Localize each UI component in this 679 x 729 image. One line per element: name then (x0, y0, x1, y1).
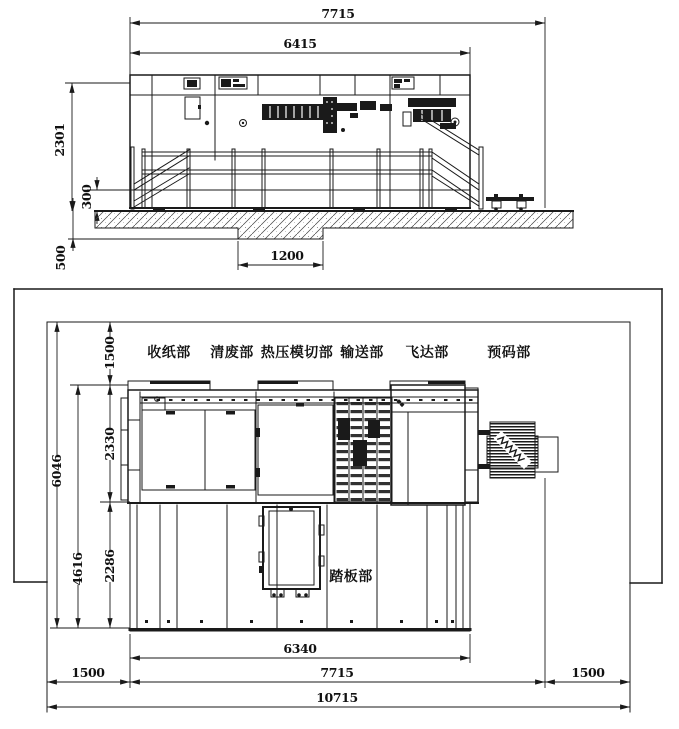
dim-label-1500-top: 1500 (102, 336, 117, 370)
dim-label-10715: 10715 (316, 690, 358, 705)
dim-label-500: 500 (53, 245, 68, 271)
dim-label-6415: 6415 (283, 36, 317, 51)
dim-label-2330: 2330 (102, 427, 117, 461)
conveyor-unit-plan (335, 398, 392, 502)
plan-dim-total-width (47, 690, 630, 707)
ground-hatch (95, 211, 573, 239)
label-pre-stacker: 预码部 (487, 345, 531, 361)
elevation-view (52, 6, 573, 270)
label-pedal: 踏板部 (329, 569, 373, 585)
plan-dim-right-clearance (545, 665, 630, 682)
dim-label-1200: 1200 (270, 248, 304, 263)
plan-dim-total-depth (49, 322, 64, 628)
label-conveyor: 输送部 (340, 345, 384, 361)
dim-label-6340: 6340 (283, 641, 317, 656)
dim-label-300: 300 (79, 184, 94, 210)
plan-dim-left-clearance (47, 665, 130, 682)
machine-body-plan (128, 390, 478, 503)
dim-label-2286: 2286 (102, 549, 117, 583)
dim-label-6046: 6046 (49, 454, 64, 488)
label-paper-delivery: 收纸部 (147, 345, 191, 361)
ground-foundation (95, 211, 573, 239)
delivery-unit-panel (142, 410, 255, 490)
pallet-cart (486, 194, 534, 211)
dim-label-7715-plan: 7715 (320, 665, 354, 680)
dim-label-2301: 2301 (52, 123, 67, 157)
dim-label-4616: 4616 (70, 552, 85, 586)
machine-elevation (130, 75, 534, 211)
plan-view (14, 289, 662, 712)
elevation-dim-inner-width (130, 36, 470, 75)
section-labels (147, 344, 531, 361)
cabinet-door (185, 97, 200, 119)
elevation-dim-pit-width (238, 241, 323, 270)
label-hot-press-die-cutting: 热压模切部 (260, 345, 334, 361)
dim-label-7715-elevation: 7715 (321, 6, 355, 21)
plan-dim-platform-width (130, 634, 470, 688)
left-side-bracket (121, 398, 140, 500)
dim-label-1500-right: 1500 (571, 665, 605, 680)
right-cap-plan (465, 388, 490, 502)
pedal-unit (259, 507, 324, 597)
paper-stack (487, 422, 558, 478)
conveyor-mechanism (262, 98, 456, 132)
label-waste-removal: 清废部 (210, 345, 254, 361)
platform-plan (128, 503, 478, 631)
label-feeder: 飞达部 (405, 345, 449, 361)
die-cutting-unit-panel (255, 403, 333, 495)
dim-label-1500-left: 1500 (71, 665, 105, 680)
machine-plan (121, 381, 558, 631)
safety-railing (131, 112, 483, 209)
plan-dim-machine-depth (70, 385, 85, 628)
